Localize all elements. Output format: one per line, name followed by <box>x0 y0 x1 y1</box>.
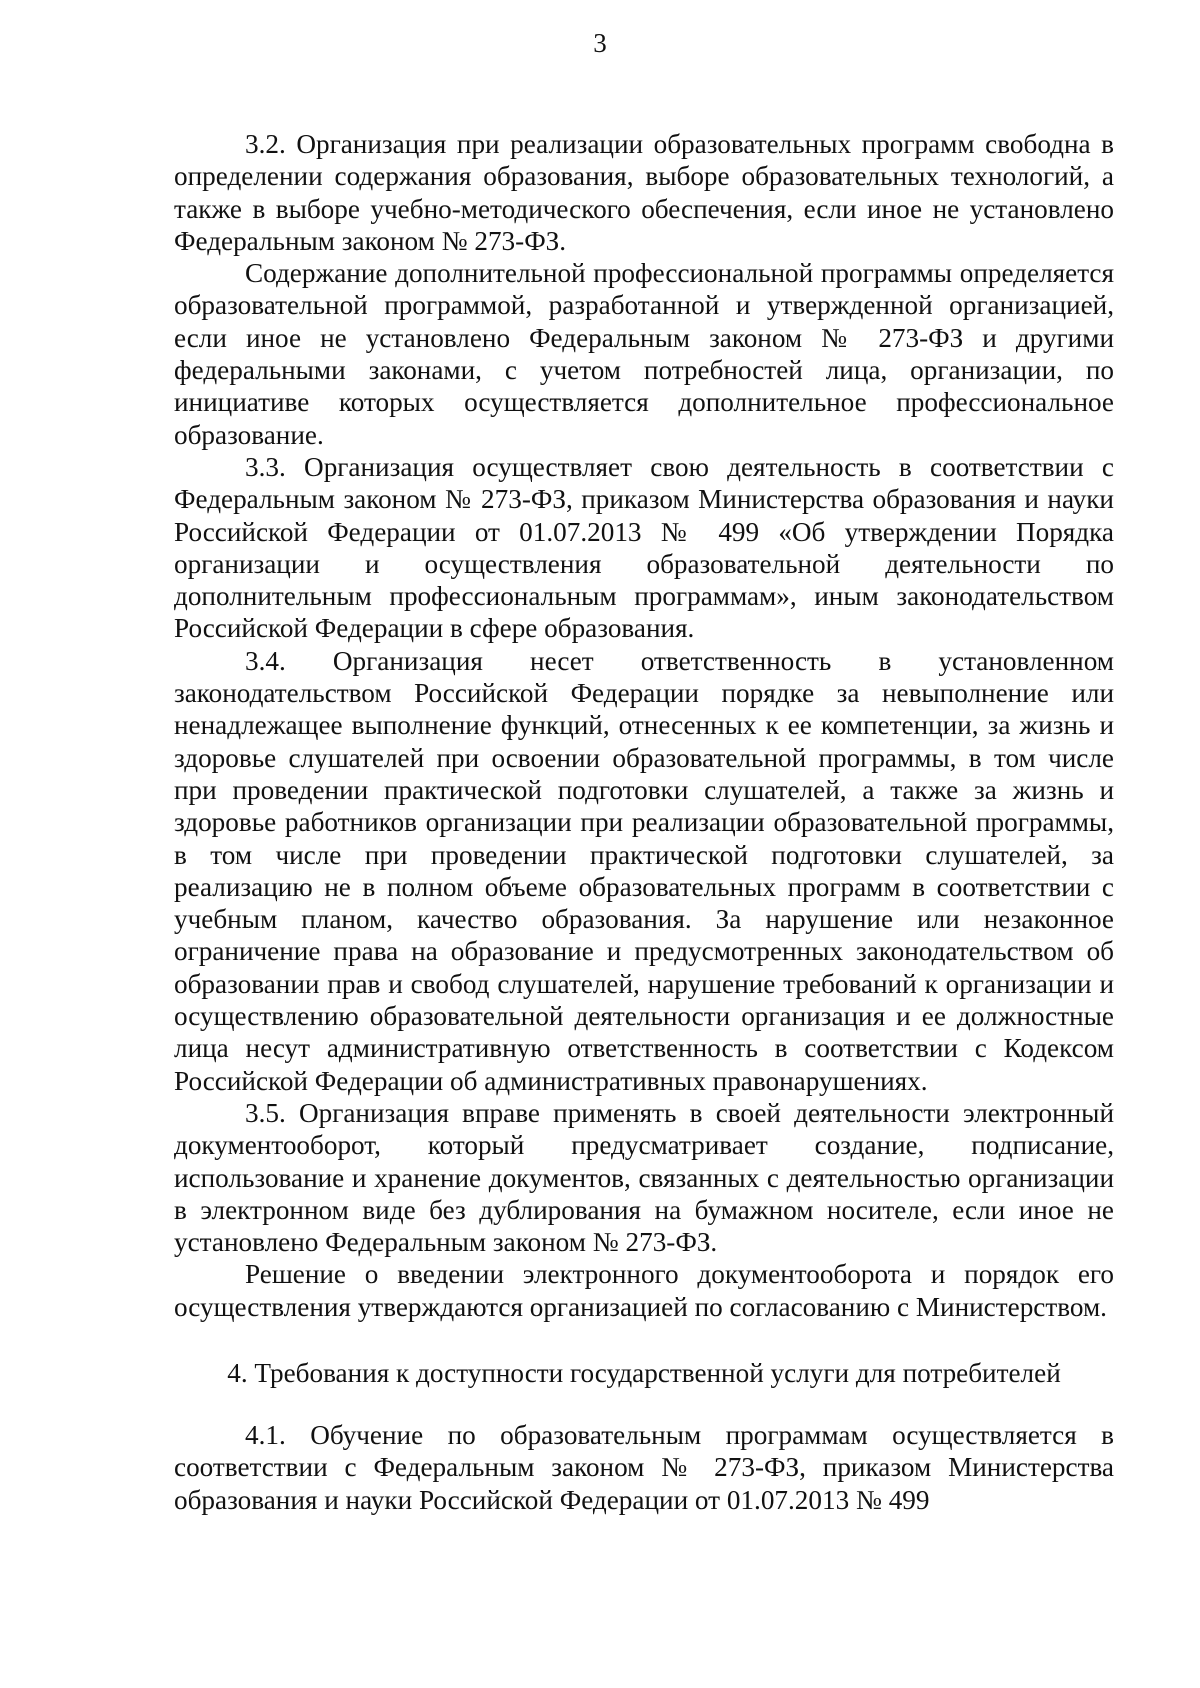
document-body <box>174 128 1114 1516</box>
paragraph-3-4: 3.4. Организация несет ответственность в установленном законодательством Российской Федерации порядке за невыполнение или ненадлежащее выполнение функций, отнесенных к ее компетенции, за жизнь и здоровье слушателей при освоении образовательной программы, в том числе при проведении практической подготовки слушателей, а также за жизнь и здоровье работников организации при реализации образовательной программы, в том числе при проведении практической подготовки слушателей, за реализацию не в полном объеме образовательных программ в соответствии с учебным планом, качество образования. За нарушение или незаконное ограничение права на образование и предусмотренных законодательством об образовании прав и свобод слушателей, нарушение требований к организации и осуществлению образовательной деятельности организация и ее должностные лица несут административную ответственность в соответствии с Кодексом Российской Федерации об административных правонарушениях. <box>174 645 1114 1096</box>
paragraph-3-3: 3.3. Организация осуществляет свою деятельность в соответствии с Федеральным законом № 273-ФЗ, приказом Министерства образования и науки Российской Федерации от 01.07.2013 № 499 «Об утверждении Порядка организации и осуществления образовательной деятельности по дополнительным профессиональным программам», иным законодательством Российской Федерации в сфере образования. <box>174 451 1114 644</box>
paragraph-3-2: 3.2. Организация при реализации образовательных программ свободна в определении содержания образования, выборе образовательных технологий, а также в выборе учебно-методического обеспечения, если иное не установлено Федеральным законом № 273-ФЗ. <box>174 129 1114 256</box>
paragraph-edo-decision: Решение о введении электронного документооборота и порядок его осуществления утверждаются организацией по согласованию с Министерством. <box>174 1259 1114 1322</box>
page-number: 3 <box>593 28 607 58</box>
section-heading-4: 4. Требования к доступности государственной услуги для потребителей <box>227 1357 1061 1388</box>
paragraph-4-1: 4.1. Обучение по образовательным программам осуществляется в соответствии с Федеральным законом № 273-ФЗ, приказом Министерства образования и науки Российской Федерации от 01.07.2013 № 499 <box>174 1419 1114 1515</box>
paragraph-3-5: 3.5. Организация вправе применять в своей деятельности электронный документооборот, который предусматривает создание, подписание, использование и хранение документов, связанных с деятельностью организации в электронном виде без дублирования на бумажном носителе, если иное не установлено Федеральным законом № 273-ФЗ. <box>174 1097 1114 1258</box>
paragraph-program-content: Содержание дополнительной профессиональной программы определяется образовательной программой, разработанной и утвержденной организацией, если иное не установлено Федеральным законом № 273-ФЗ и другими федеральными законами, с учетом потребностей лица, организации, по инициативе которых осуществляется дополнительное профессиональное образование. <box>174 258 1114 450</box>
